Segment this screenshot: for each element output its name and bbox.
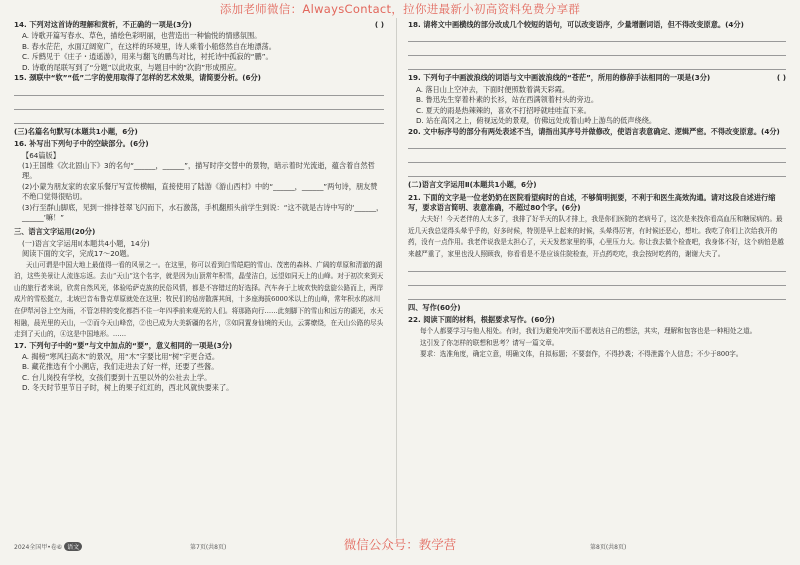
watermark-top: 添加老师微信：AlwaysContact，拉你进最新小初高资料免费分享群: [219, 2, 581, 16]
answer-line[interactable]: [408, 152, 786, 163]
section-4: 四、写作(60分): [408, 302, 461, 312]
q19-option-b: B. 鲁迅先生穿着朴素的长衫，站在西满领着村头的旁边。: [416, 95, 599, 105]
answer-line[interactable]: [14, 113, 384, 124]
right-column: [408, 20, 786, 361]
answer-line[interactable]: [408, 138, 786, 149]
q14-text: 14. 下列对这首诗的理解和赏析，不正确的一项是(3分): [14, 20, 192, 29]
exam-code: 2024全国甲•卷⑥: [14, 544, 63, 551]
question-22: 22. 阅读下面的材料，根据要求写作。(60分): [408, 314, 555, 324]
question-16: 16. 补写出下列句子中的空缺部分。(6分): [14, 139, 149, 149]
q17-option-a: A. 揭榜“寒风扫高木”的景况，用“木”字要比用“树”字更合适。: [22, 352, 220, 362]
question-15: 15. 颈联中“软”“低”二字的使用取得了怎样的艺术效果，请简要分析。(6分): [14, 73, 261, 83]
answer-line[interactable]: [14, 85, 384, 96]
q16-tag: 【64篇版】: [22, 150, 60, 160]
q17-option-b: B. 藏花推选有个小溯店，我们走进去了好一样，还要了些酱。: [22, 362, 219, 372]
left-column: [14, 20, 384, 394]
answer-line[interactable]: [408, 261, 786, 272]
q21-passage: 大夫好！今天老伴的人太多了，我排了好半天的队才排上，我是你们医院的老病号了，这次是来找你看高血压和糖尿病的。最近几天我总觉得头晕乎乎的，好多时候，特别是早上起来的时候，头晕得厉害，有时候还恶心，想吐。我吃了你们上次给我开的药，没有一点作用。我老伴说我是太担心了，天天发愁家里的事，心里压力大。你让我去做个检查吧，我身体不好，这个病怕是越来越严重了，家里也没人照顾我，你看看是不是应该住院检查，开点药吃吃，我会按时吃药的，谢谢大夫了。: [408, 215, 784, 258]
q19-option-d: D. 站在高冈之上，俯视远处的景观，仿佛远处成着山岭上游鸟的低声绕绕。: [416, 116, 657, 126]
q19-option-a: A. 落日山上空冲去，下面时便照数着满天彩霞。: [416, 84, 570, 94]
section-mingju: (三)名篇名句默写(本题共1小题，6分): [14, 126, 138, 136]
q22-ask: 这引发了你怎样的联想和思考？请写一篇文章。: [420, 338, 559, 347]
read-prompt: 阅读下面的文字，完成17～20题。: [22, 249, 134, 259]
q16-item-2: (2)小蒙为朋友家的农家乐餐厅写宣传横幅，直接使用了陆游《游山西村》中的“______，______”两句诗，朋友赞不绝口觉得很贴切。: [22, 181, 378, 202]
q14-option-d: D. 诗歌的尾联写到了“分题”以此收束，与题目中的“次韵”形成照应。: [22, 62, 242, 72]
q16-item-1: (1)王国维《次北固山下》3的名句“______，______”，描写时序交替中的景物，暗示着时光流逝，蕴含着自然哲理。: [22, 160, 375, 181]
page-number-7: 第7页(共8页): [190, 544, 227, 551]
q19-options: [408, 85, 786, 127]
q17-options: [14, 352, 384, 394]
answer-line[interactable]: [408, 275, 786, 286]
answer-line[interactable]: [408, 59, 786, 70]
q14-option-c: C. 斥鹧见于《庄子・逍遥游》，用来与翻飞的鹏鸟对比，衬托诗中孤寂的“鹏”。: [22, 52, 273, 62]
answer-line[interactable]: [14, 99, 384, 110]
question-19: [408, 73, 786, 83]
q22-material: 每个人都要学习与他人相处。有时，我们为避免冲突而不愿表达自己的想法，其实，理解和包容也是一种相处之道。: [420, 327, 757, 336]
answer-line[interactable]: [408, 289, 786, 300]
q19-paren: ( ): [776, 73, 786, 83]
q17-option-c: C. 台儿岗投有学校，女孩们要到十五里以外的公社去上学。: [22, 372, 212, 382]
q17-option-d: D. 冬天时节里节日子时，树上的果子红红的，西北风就快要来了。: [22, 383, 234, 393]
tianshan-passage: 天山可谓是中国大地上最值得一看的风景之一。在这里，你可以看到白雪皑皑的雪山、茂密的森林、广阔的草原和清澈的湖泊，这些美景让人流连忘返。去山“天山”这个名字，就是因为山顶常年积雪，晶莹洁白，远望如同天上的山峰。对于初次来到天山的旅行者来说，欣赏自然风光，体验哈萨克族的民俗风情，都是不容错过的好选择。汽车奔于上坡欢快的盘旋公路而上，两岸成片的雪松挺立，北坡巴音布鲁克草原就处在这里；牧民们的毡房散落其间，十多座海拔6000米以上的山峰，常年积水的冰川在伊犁河谷上空为雨，不管怎样的变化都挡不住一年四季前来观光的人们。将那路向行……此刻脚下的雪山和远方的湖光，水天相融，晨光里的天山，一②而今天山峰峦，②也已成为大美新疆的名片，③如同置身仙境的天山，云雾缭绕，在天山公路的尽头走到了天山的，④这是中国地形。……: [14, 260, 384, 339]
q14-paren: ( ): [374, 20, 384, 29]
subsection-1: (一)语言文字运用Ⅰ(本题共4小题，14分): [22, 239, 150, 248]
answer-line[interactable]: [408, 31, 786, 42]
question-21: 21. 下面的文字是一位老奶奶在医院看望病时的自述，不够简明扼要，不利于和医生高效沟通。请对这段自述进行缩写，要求语言简明、表意准确，不超过80个字。(6分): [408, 192, 776, 212]
q19-text: 19. 下列句子中画波浪线的词语与文中画波浪线的“苍茫”，所用的修辞手法相同的一项是(3分): [408, 73, 711, 83]
question-17: 17. 下列句子中的“要”与文中加点的“要”，意义相同的一项是(3分): [14, 340, 233, 350]
q14-options: [14, 31, 384, 73]
q16-item-3: (3)行至群山脚底，见到一排排苍翠飞闪而下，水石激荡，手机翻照头前学生到说：“这不就是古诗中写的‘______，______’嘛！”: [22, 202, 384, 223]
page-number-8: 第8页(共8页): [590, 544, 627, 551]
question-14: [14, 20, 384, 30]
question-20: 20. 文中标序号的部分有两处表述不当，请指出其序号并做修改，使语言表意确定、逻辑严密。不得改变原意。(4分): [408, 126, 780, 136]
answer-line[interactable]: [408, 45, 786, 56]
q14-option-a: A. 诗歌开篇写春水、草色，描绘色彩明丽，也营造出一种愉悦的情感氛围。: [22, 31, 262, 41]
section-3: 三、语言文字运用(20分): [14, 226, 96, 236]
q14-option-b: B. 春水茫茫，水面辽阔宽广，在这样的环境里，诗人乘着小船悠然自在地漂荡。: [22, 41, 276, 51]
watermark-bottom: 微信公众号：教学营: [343, 537, 457, 552]
question-18: 18. 请将文中画横线的部分改成几个较短的语句，可以改变语序，少量增删词语，但不得改变原意。(4分): [408, 20, 744, 29]
column-divider: [396, 18, 397, 538]
q19-option-c: C. 夏天的雨是热辣辣的，喜欢不打招呼就哇哇直下来。: [416, 105, 591, 115]
subsection-2: (二)语言文字运用Ⅱ(本题共1小题，6分): [408, 180, 537, 190]
q22-requirements: 要求：选准角度，确定立意，明确文体，自拟标题；不要套作，不得抄袭；不得泄露个人信息；不少于800字。: [420, 350, 743, 359]
subject-badge: 语文: [64, 542, 82, 551]
answer-line[interactable]: [408, 166, 786, 177]
